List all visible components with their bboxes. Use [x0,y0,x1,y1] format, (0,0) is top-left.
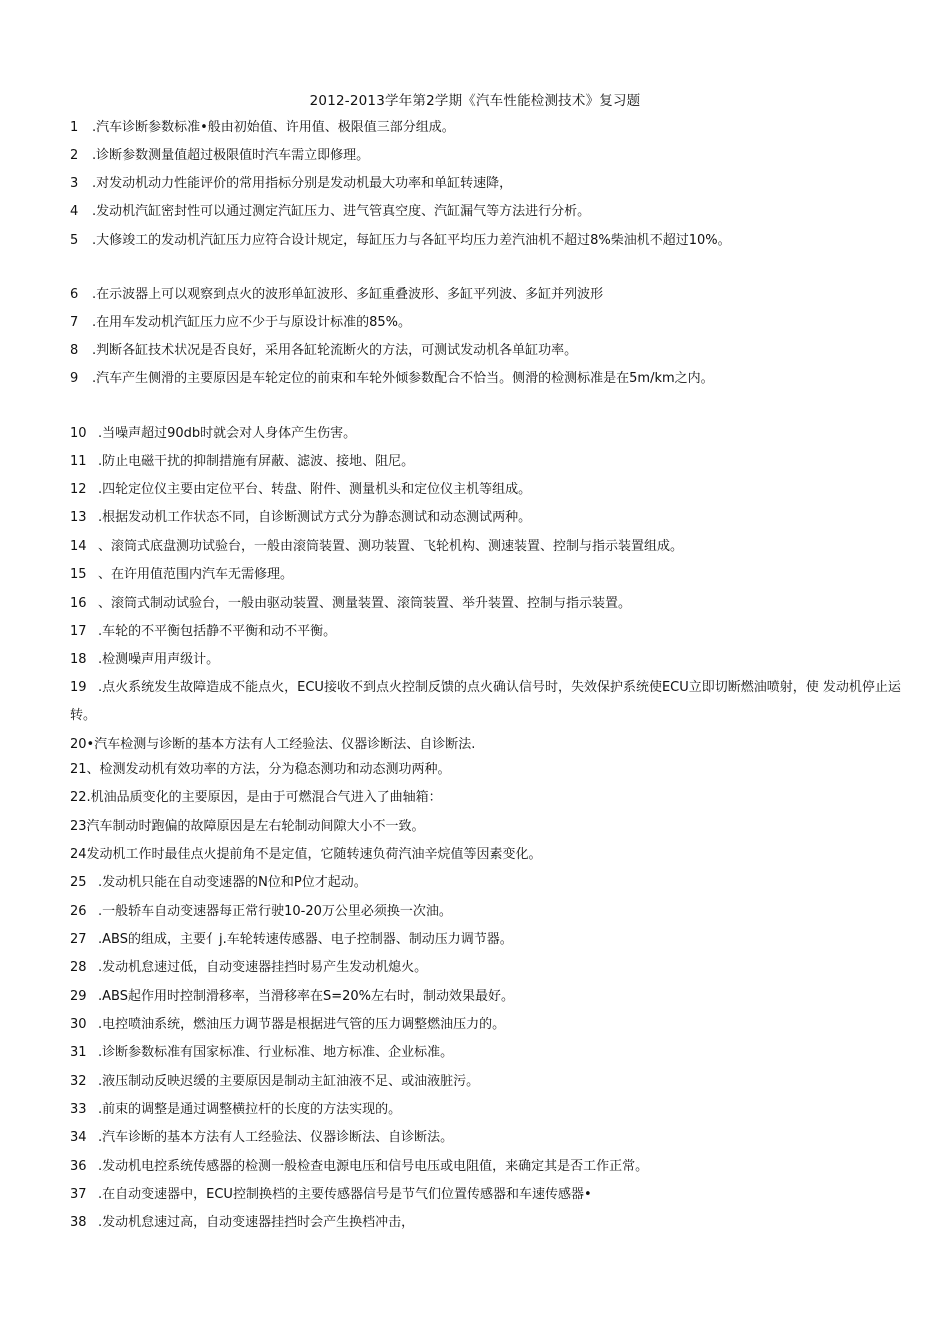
item-text: .发动机电控系统传感器的检测一般检查电源电压和信号电压或电阻值，来确定其是否工作正常。 [98,1159,649,1174]
list-item [70,1186,920,1204]
list-item [70,1016,920,1034]
item-text: .车轮的不平衡包括静不平衡和动不平衡。 [98,624,337,639]
list-item [70,959,920,977]
item-number: 29 [70,989,87,1004]
item-text: .对发动机动力性能评价的常用指标分别是发动机最大功率和单缸转速降， [92,176,513,191]
item-text: .判断各缸技术状况是否良好，采用各缸轮流断火的方法，可测试发动机各单缸功率。 [92,343,578,358]
item-text: .汽车诊断的基本方法有人工经验法、仪器诊断法、自诊断法。 [98,1130,454,1145]
list-item [70,846,920,864]
item-number: 1 [70,120,79,135]
item-text: •汽车检测与诊断的基本方法有人工经验法、仪器诊断法、自诊断法. [86,737,476,752]
list-item [70,203,920,221]
list-item [70,538,920,556]
item-number: 17 [70,624,87,639]
item-text: .发动机怠速过低，自动变速器挂挡时易产生发动机熄火。 [98,960,428,975]
item-text: .检测噪声用声级计。 [98,652,220,667]
item-text: .当噪声超过90db时就会对人身体产生伤害。 [98,426,357,441]
item-number: 12 [70,482,87,497]
list-item [70,1129,920,1147]
item-text: .电控喷油系统，燃油压力调节器是根据进气管的压力调整燃油压力的。 [98,1017,506,1032]
item-text: .点火系统发生故障造成不能点火，ECU接收不到点火控制反馈的点火确认信号时，失效保护系统使ECU立即切断燃油喷射，使 发动机停止运转。 [70,680,901,723]
item-text: .ABS起作用时控制滑移率，当滑移率在S=20%左右时，制动效果最好。 [98,989,515,1004]
list-item [70,988,920,1006]
item-text: .一般轿车自动变速器每正常行驶10-20万公里必须换一次油。 [98,904,452,919]
item-number: 18 [70,652,87,667]
list-item [70,1044,920,1062]
item-text: 、滚筒式底盘测功试验台，一般由滚筒装置、测功装置、飞轮机构、测速装置、控制与指示装置组成。 [98,539,684,554]
list-item [70,481,920,499]
item-number: 4 [70,204,79,219]
item-text: .机油品质变化的主要原因，是由于可燃混合气进入了曲轴箱： [86,790,442,805]
item-number: 23 [70,819,87,834]
item-text: .在用车发动机汽缸压力应不少于与原设计标准的85%。 [92,315,412,330]
list-item [70,1158,920,1176]
item-number: 36 [70,1159,87,1174]
item-text: .大修竣工的发动机汽缸压力应符合设计规定，每缸压力与各缸平均压力差汽油机不超过8%柴油机不超过10%。 [92,233,731,248]
item-number: 14 [70,539,87,554]
item-text: 、在许用值范围内汽车无需修理。 [98,567,294,582]
list-item [70,789,920,807]
list-item [70,370,920,388]
list-item [70,595,920,613]
list-item [70,425,920,443]
item-text: .ABS的组成，主要亻j.车轮转速传感器、电子控制器、制动压力调节器。 [98,932,513,947]
item-text: .前束的调整是通过调整横拉杆的长度的方法实现的。 [98,1102,402,1117]
list-item [70,286,920,304]
item-number: 6 [70,287,79,302]
list-item [70,1101,920,1119]
list-item [70,453,920,471]
list-item [70,566,920,584]
list-item [70,119,920,137]
list-item [70,651,920,669]
item-number: 24 [70,847,87,862]
page-title: 2012-2013学年第2学期《汽车性能检测技术》复习题 [309,93,641,109]
item-number: 21 [70,762,87,777]
item-text: .防止电磁干扰的抑制措施有屏蔽、滤波、接地、阻尼。 [98,454,415,469]
list-item [70,175,920,193]
item-number: 2 [70,148,79,163]
list-item [70,1073,920,1091]
list-item [70,623,920,641]
item-number: 13 [70,510,87,525]
list-item [70,342,920,360]
list-item [70,147,920,165]
item-text: .在示波器上可以观察到点火的波形单缸波形、多缸重叠波形、多缸平列波、多缸并列波形 [92,287,604,302]
item-text: .汽车产生侧滑的主要原因是车轮定位的前束和车轮外倾参数配合不恰当。侧滑的检测标准是在5m/km之内。 [92,371,714,386]
list-item [70,818,920,836]
item-text: .根据发动机工作状态不同，自诊断测试方式分为静态测试和动态测试两种。 [98,510,532,525]
list-item [70,232,920,250]
item-number: 16 [70,596,87,611]
item-number: 3 [70,176,79,191]
item-number: 11 [70,454,87,469]
item-number: 31 [70,1045,87,1060]
item-number: 7 [70,315,79,330]
item-number: 19 [70,680,87,695]
list-item [70,761,920,779]
item-number: 30 [70,1017,87,1032]
item-number: 8 [70,343,79,358]
item-number: 5 [70,233,79,248]
item-text: .发动机只能在自动变速器的N位和P位才起动。 [98,875,367,890]
item-number: 22 [70,790,87,805]
list-item [70,874,920,892]
item-number: 15 [70,567,87,582]
item-text: .四轮定位仪主要由定位平台、转盘、附件、测量机头和定位仪主机等组成。 [98,482,532,497]
item-number: 10 [70,426,87,441]
item-number: 9 [70,371,79,386]
list-item [70,314,920,332]
item-text: .液压制动反映迟缓的主要原因是制动主缸油液不足、或油液脏污。 [98,1074,480,1089]
item-number: 27 [70,932,87,947]
list-item [70,674,920,730]
item-text: .诊断参数标准有国家标准、行业标准、地方标准、企业标准。 [98,1045,454,1060]
item-text: 汽车制动时跑偏的故障原因是左右轮制动间隙大小不一致。 [86,819,425,834]
item-text: .汽车诊断参数标准•般由初始值、许用值、极限值三部分组成。 [92,120,455,135]
item-number: 37 [70,1187,87,1202]
list-item [70,903,920,921]
list-item [70,1214,920,1232]
item-number: 33 [70,1102,87,1117]
item-text: .发动机汽缸密封性可以通过测定汽缸压力、进气管真空度、汽缸漏气等方法进行分析。 [92,204,591,219]
item-text: 、检测发动机有效功率的方法，分为稳态测功和动态测功两种。 [86,762,451,777]
item-number: 32 [70,1074,87,1089]
list-item [70,931,920,949]
list-item [70,736,920,754]
item-number: 20 [70,737,87,752]
item-number: 34 [70,1130,87,1145]
item-number: 26 [70,904,87,919]
list-item [70,509,920,527]
item-number: 28 [70,960,87,975]
item-text: 发动机工作时最佳点火提前角不是定值，它随转速负荷汽油辛烷值等因素变化。 [86,847,542,862]
item-text: .发动机怠速过高，自动变速器挂挡时会产生换档冲击， [98,1215,415,1230]
item-text: .在自动变速器中，ECU控制换档的主要传感器信号是节气们位置传感器和车速传感器• [98,1187,592,1202]
item-number: 38 [70,1215,87,1230]
item-text: 、滚筒式制动试验台，一般由驱动装置、测量装置、滚筒装置、举升装置、控制与指示装置。 [98,596,632,611]
item-number: 25 [70,875,87,890]
item-text: .诊断参数测量值超过极限值时汽车需立即修理。 [92,148,370,163]
